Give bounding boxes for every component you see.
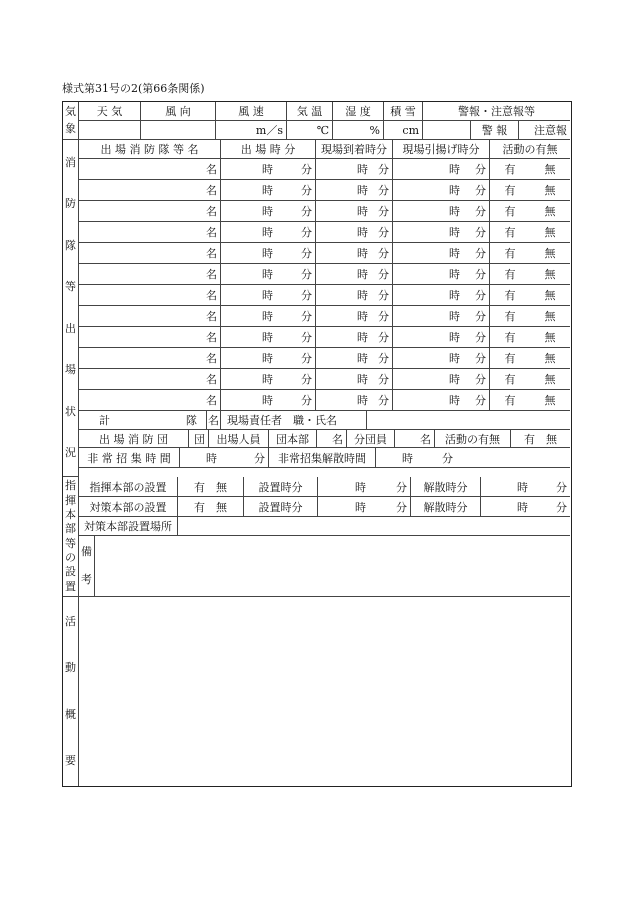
activity-yes[interactable]: 有 — [490, 222, 530, 243]
arrival-time-min[interactable]: 分 — [371, 222, 393, 243]
fire-corps-dan[interactable]: 団 — [189, 430, 209, 448]
withdraw-time-min[interactable]: 分 — [463, 369, 490, 390]
withdraw-time-min[interactable]: 分 — [463, 327, 490, 348]
withdraw-time-hour[interactable]: 時 — [393, 180, 463, 201]
arrival-time-hour[interactable]: 時 — [316, 390, 371, 411]
withdraw-time-hour[interactable]: 時 — [393, 306, 463, 327]
weather-warning-blank — [423, 121, 471, 140]
fire-corps-personnel: 出場人員 — [209, 430, 269, 448]
command-side-label-char: 設 — [65, 565, 76, 579]
dispatch-time-min[interactable]: 分 — [276, 201, 316, 222]
dispatch-side-label — [63, 140, 79, 477]
arrival-time-hour[interactable]: 時 — [316, 369, 371, 390]
dispatch-time-hour[interactable]: 時 — [221, 222, 276, 243]
site-leader-label: 現場責任者 職・氏名 — [221, 411, 367, 430]
hq-location-label: 対策本部設置場所 — [79, 517, 178, 536]
arrival-time-hour[interactable]: 時 — [316, 180, 371, 201]
command-row-setup-label: 設置時分 — [244, 497, 318, 517]
emergency-call-hour[interactable]: 時 — [180, 448, 220, 468]
withdraw-time-hour[interactable]: 時 — [393, 201, 463, 222]
dispatch-time-hour[interactable]: 時 — [221, 201, 276, 222]
dispatch-time-min[interactable]: 分 — [276, 348, 316, 369]
command-row-setup-min[interactable]: 分 — [369, 477, 411, 497]
command-row-label: 対策本部の設置 — [79, 497, 178, 517]
fire-corps-branch: 分団員 — [347, 430, 395, 448]
fire-corps-yes-no[interactable]: 有 無 — [511, 430, 570, 448]
arrival-time-min[interactable]: 分 — [371, 306, 393, 327]
fire-corps-hq-mei[interactable]: 名 — [317, 430, 347, 448]
command-row-dissolve-min[interactable]: 分 — [531, 477, 570, 497]
total-count[interactable] — [130, 411, 177, 430]
withdraw-time-hour[interactable]: 時 — [393, 285, 463, 306]
emergency-dissolve-blank — [456, 448, 570, 468]
withdraw-time-min[interactable]: 分 — [463, 348, 490, 369]
arrival-time-min[interactable]: 分 — [371, 390, 393, 411]
withdraw-time-hour[interactable]: 時 — [393, 390, 463, 411]
weather-header-0: 天 気 — [79, 102, 141, 121]
withdraw-time-min[interactable]: 分 — [463, 222, 490, 243]
withdraw-time-hour[interactable]: 時 — [393, 327, 463, 348]
activity-yes[interactable]: 有 — [490, 264, 530, 285]
fire-corps-activity: 活動の有無 — [435, 430, 511, 448]
command-row-dissolve-hour[interactable]: 時 — [481, 497, 531, 517]
dispatch-unit-name[interactable]: 名 — [79, 390, 221, 411]
weather-side-label-char: 象 — [65, 121, 76, 135]
activity-yes[interactable]: 有 — [490, 159, 530, 180]
activity-yes[interactable]: 有 — [490, 369, 530, 390]
activity-yes[interactable]: 有 — [490, 390, 530, 411]
weather-header-6: 警報・注意報等 — [423, 102, 570, 121]
activity-yes[interactable]: 有 — [490, 180, 530, 201]
dispatch-header-2: 現場到着時分 — [316, 140, 393, 159]
withdraw-time-hour[interactable]: 時 — [393, 369, 463, 390]
remarks-value[interactable] — [95, 536, 570, 597]
dispatch-side-label-char: 場 — [65, 363, 76, 377]
dispatch-time-hour[interactable]: 時 — [221, 327, 276, 348]
activity-no[interactable]: 無 — [530, 201, 570, 222]
command-row-yes-no[interactable]: 有 無 — [178, 497, 244, 517]
withdraw-time-min[interactable]: 分 — [463, 285, 490, 306]
dispatch-time-hour[interactable]: 時 — [221, 243, 276, 264]
activity-yes[interactable]: 有 — [490, 201, 530, 222]
total-label: 計 — [79, 411, 130, 430]
dispatch-side-label-char: 況 — [65, 446, 76, 460]
arrival-time-hour[interactable]: 時 — [316, 264, 371, 285]
command-side-label-char: 部 — [65, 522, 76, 536]
dispatch-unit-name[interactable]: 名 — [79, 327, 221, 348]
weather-warning-label: 警 報 — [471, 121, 519, 140]
emergency-dissolve-min[interactable]: 分 — [416, 448, 456, 468]
activity-yes[interactable]: 有 — [490, 348, 530, 369]
withdraw-time-hour[interactable]: 時 — [393, 222, 463, 243]
remarks-label — [79, 536, 95, 597]
withdraw-time-min[interactable]: 分 — [463, 159, 490, 180]
dispatch-unit-name[interactable]: 名 — [79, 306, 221, 327]
weather-unit-snow[interactable]: cm — [384, 121, 423, 140]
command-row-label: 指揮本部の設置 — [79, 477, 178, 497]
emergency-call-label: 非 常 招 集 時 間 — [79, 448, 180, 468]
activity-no[interactable]: 無 — [530, 369, 570, 390]
dispatch-unit-name[interactable]: 名 — [79, 222, 221, 243]
dispatch-unit-name[interactable]: 名 — [79, 285, 221, 306]
command-row-dissolve-label: 解散時分 — [411, 497, 481, 517]
activity-side-label — [63, 597, 79, 786]
withdraw-time-hour[interactable]: 時 — [393, 264, 463, 285]
arrival-time-hour[interactable]: 時 — [316, 243, 371, 264]
command-row-setup-label: 設置時分 — [244, 477, 318, 497]
arrival-time-hour[interactable]: 時 — [316, 285, 371, 306]
site-leader-value[interactable] — [367, 411, 570, 430]
command-side-label-char: 等 — [65, 536, 76, 550]
dispatch-time-hour[interactable]: 時 — [221, 180, 276, 201]
activity-side-label-char: 動 — [65, 661, 76, 675]
activity-side-label-char: 概 — [65, 707, 76, 721]
dispatch-side-label-char: 隊 — [65, 238, 76, 252]
form-caption: 様式第31号の2(第66条関係) — [62, 82, 205, 95]
weather-unit-speed[interactable]: m／s — [216, 121, 287, 140]
weather-value-tenki[interactable] — [79, 121, 141, 140]
weather-header-3: 気 温 — [287, 102, 333, 121]
dispatch-side-label-char: 出 — [65, 321, 76, 335]
dispatch-time-hour[interactable]: 時 — [221, 264, 276, 285]
fire-corps-hq: 団本部 — [269, 430, 317, 448]
command-row-yes-no[interactable]: 有 無 — [178, 477, 244, 497]
command-side-label-char: 揮 — [65, 493, 76, 507]
dispatch-time-min[interactable]: 分 — [276, 390, 316, 411]
activity-no[interactable]: 無 — [530, 264, 570, 285]
command-row-dissolve-hour[interactable]: 時 — [481, 477, 531, 497]
dispatch-header-3: 現場引揚げ時分 — [393, 140, 490, 159]
arrival-time-hour[interactable]: 時 — [316, 348, 371, 369]
dispatch-time-hour[interactable]: 時 — [221, 390, 276, 411]
emergency-call-min[interactable]: 分 — [220, 448, 269, 468]
activity-yes[interactable]: 有 — [490, 327, 530, 348]
activity-no[interactable]: 無 — [530, 348, 570, 369]
dispatch-side-label-char: 消 — [65, 155, 76, 169]
arrival-time-min[interactable]: 分 — [371, 243, 393, 264]
dispatch-time-min[interactable]: 分 — [276, 369, 316, 390]
dispatch-time-min[interactable]: 分 — [276, 222, 316, 243]
withdraw-time-min[interactable]: 分 — [463, 243, 490, 264]
dispatch-unit-name[interactable]: 名 — [79, 264, 221, 285]
withdraw-time-hour[interactable]: 時 — [393, 159, 463, 180]
total-mei-unit: 名 — [207, 411, 221, 430]
command-side-label-char: の — [65, 551, 76, 565]
dispatch-unit-name[interactable]: 名 — [79, 180, 221, 201]
command-row-setup-hour[interactable]: 時 — [318, 477, 369, 497]
dispatch-time-hour[interactable]: 時 — [221, 348, 276, 369]
incident-report-form — [62, 101, 572, 787]
dispatch-time-min[interactable]: 分 — [276, 264, 316, 285]
activity-no[interactable]: 無 — [530, 243, 570, 264]
arrival-time-min[interactable]: 分 — [371, 327, 393, 348]
dispatch-side-label-char: 状 — [65, 404, 76, 418]
withdraw-time-min[interactable]: 分 — [463, 306, 490, 327]
dispatch-side-label-char: 防 — [65, 197, 76, 211]
command-side-label-char: 置 — [65, 579, 76, 593]
dispatch-time-min[interactable]: 分 — [276, 327, 316, 348]
dispatch-time-hour[interactable]: 時 — [221, 306, 276, 327]
dispatch-unit-name[interactable]: 名 — [79, 201, 221, 222]
activity-summary-value[interactable] — [79, 597, 570, 786]
activity-no[interactable]: 無 — [530, 159, 570, 180]
command-side-label-char: 本 — [65, 507, 76, 521]
dispatch-header-0: 出 場 消 防 隊 等 名 — [79, 140, 221, 159]
activity-yes[interactable]: 有 — [490, 285, 530, 306]
withdraw-time-min[interactable]: 分 — [463, 201, 490, 222]
dispatch-time-min[interactable]: 分 — [276, 285, 316, 306]
weather-side-label — [63, 102, 79, 140]
withdraw-time-min[interactable]: 分 — [463, 264, 490, 285]
total-tai-unit: 隊 — [177, 411, 207, 430]
dispatch-unit-name[interactable]: 名 — [79, 243, 221, 264]
dispatch-header-1: 出 場 時 分 — [221, 140, 316, 159]
withdraw-time-hour[interactable]: 時 — [393, 243, 463, 264]
command-row-dissolve-label: 解散時分 — [411, 477, 481, 497]
arrival-time-hour[interactable]: 時 — [316, 222, 371, 243]
activity-no[interactable]: 無 — [530, 180, 570, 201]
arrival-time-min[interactable]: 分 — [371, 180, 393, 201]
remarks-label-char: 備 — [81, 545, 92, 558]
dispatch-side-label-char: 等 — [65, 280, 76, 294]
arrival-time-min[interactable]: 分 — [371, 348, 393, 369]
command-row-dissolve-min[interactable]: 分 — [531, 497, 570, 517]
dispatch-time-hour[interactable]: 時 — [221, 285, 276, 306]
dispatch-unit-name[interactable]: 名 — [79, 159, 221, 180]
dispatch-header-4: 活動の有無 — [490, 140, 570, 159]
activity-yes[interactable]: 有 — [490, 243, 530, 264]
dispatch-time-hour[interactable]: 時 — [221, 369, 276, 390]
dispatch-unit-name[interactable]: 名 — [79, 348, 221, 369]
activity-yes[interactable]: 有 — [490, 306, 530, 327]
arrival-time-hour[interactable]: 時 — [316, 201, 371, 222]
arrival-time-min[interactable]: 分 — [371, 159, 393, 180]
arrival-time-min[interactable]: 分 — [371, 369, 393, 390]
dispatch-time-min[interactable]: 分 — [276, 159, 316, 180]
weather-unit-humidity[interactable]: % — [333, 121, 384, 140]
emergency-dissolve-label: 非常招集解散時間 — [269, 448, 376, 468]
remarks-label-char: 考 — [81, 573, 92, 586]
command-side-label-char: 指 — [65, 479, 76, 493]
dispatch-unit-name[interactable]: 名 — [79, 369, 221, 390]
arrival-time-min[interactable]: 分 — [371, 201, 393, 222]
emergency-dissolve-hour[interactable]: 時 — [376, 448, 416, 468]
dispatch-time-min[interactable]: 分 — [276, 243, 316, 264]
dispatch-time-hour[interactable]: 時 — [221, 159, 276, 180]
activity-no[interactable]: 無 — [530, 327, 570, 348]
weather-header-4: 湿 度 — [333, 102, 384, 121]
activity-side-label-char: 活 — [65, 615, 76, 629]
dispatch-time-min[interactable]: 分 — [276, 180, 316, 201]
fire-corps-branch-mei[interactable]: 名 — [395, 430, 435, 448]
arrival-time-hour[interactable]: 時 — [316, 306, 371, 327]
fire-corps-label: 出 場 消 防 団 — [79, 430, 189, 448]
activity-no[interactable]: 無 — [530, 390, 570, 411]
activity-side-label-char: 要 — [65, 753, 76, 767]
activity-no[interactable]: 無 — [530, 306, 570, 327]
weather-side-label-char: 気 — [65, 105, 76, 119]
hq-location-value[interactable] — [178, 517, 570, 536]
withdraw-time-min[interactable]: 分 — [463, 180, 490, 201]
weather-value-fukou[interactable] — [141, 121, 216, 140]
weather-header-1: 風 向 — [141, 102, 216, 121]
arrival-time-min[interactable]: 分 — [371, 264, 393, 285]
dispatch-time-min[interactable]: 分 — [276, 306, 316, 327]
withdraw-time-hour[interactable]: 時 — [393, 348, 463, 369]
weather-header-5: 積 雪 — [384, 102, 423, 121]
command-row-setup-min[interactable]: 分 — [369, 497, 411, 517]
command-row-setup-hour[interactable]: 時 — [318, 497, 369, 517]
weather-unit-temp[interactable]: ℃ — [287, 121, 333, 140]
arrival-time-hour[interactable]: 時 — [316, 159, 371, 180]
activity-no[interactable]: 無 — [530, 285, 570, 306]
weather-header-2: 風 速 — [216, 102, 287, 121]
weather-advisory-label: 注意報 — [519, 121, 570, 140]
withdraw-time-min[interactable]: 分 — [463, 390, 490, 411]
arrival-time-hour[interactable]: 時 — [316, 327, 371, 348]
arrival-time-min[interactable]: 分 — [371, 285, 393, 306]
command-side-label — [63, 477, 79, 597]
activity-no[interactable]: 無 — [530, 222, 570, 243]
